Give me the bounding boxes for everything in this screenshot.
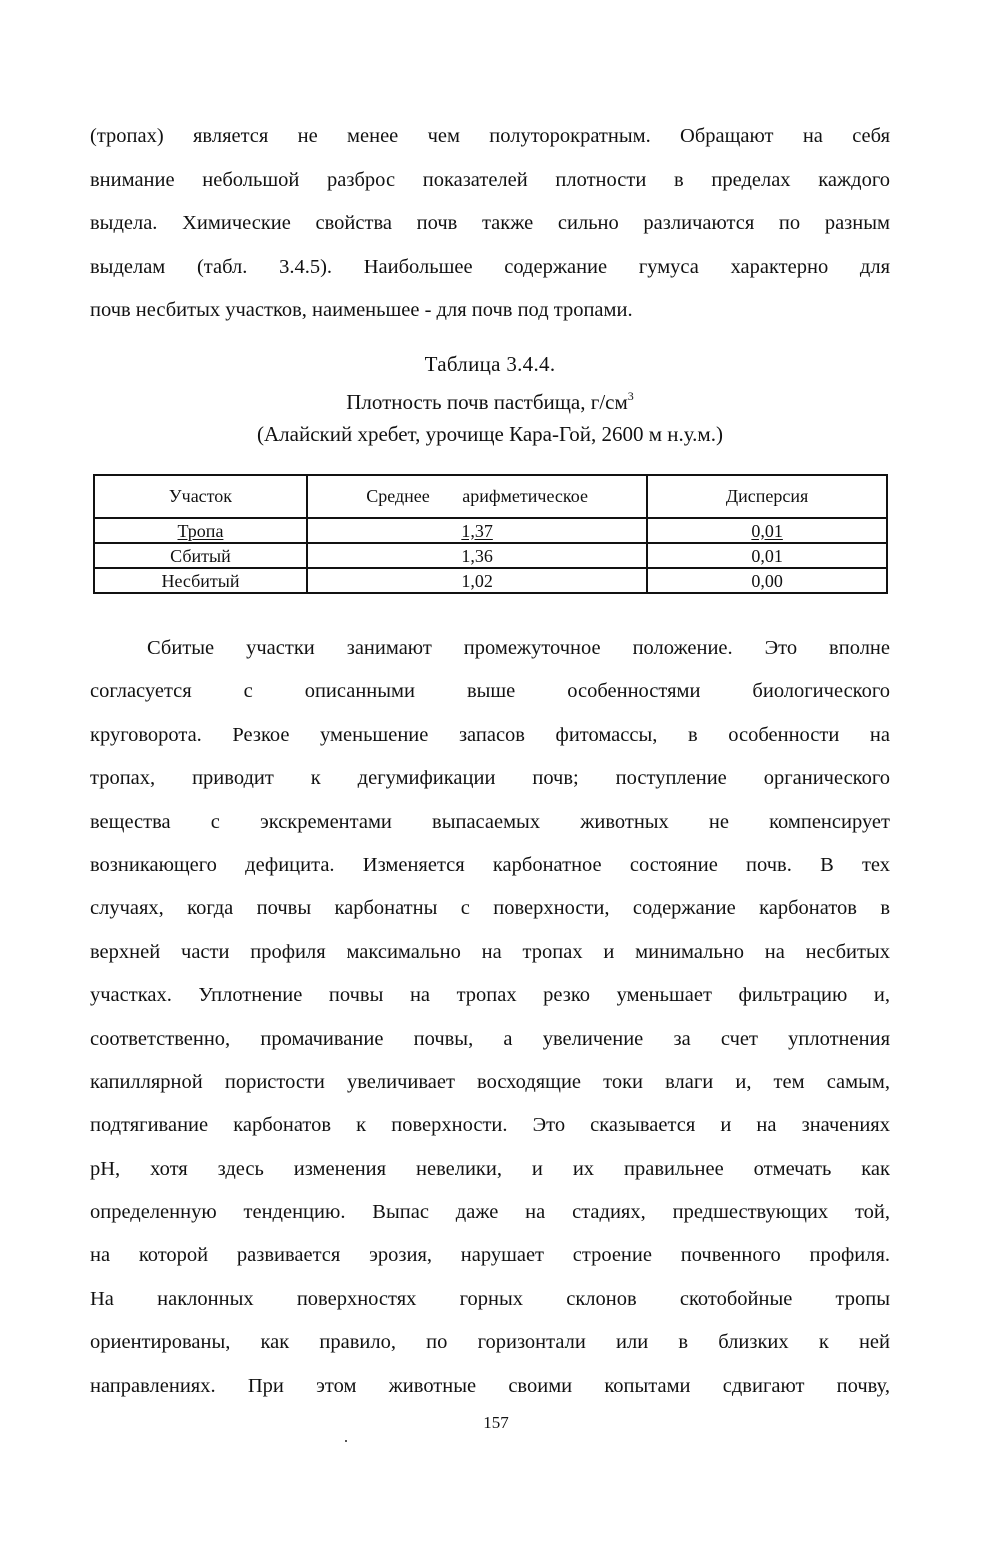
cell-mean: 1,37 [307,518,647,543]
paragraph-1 [90,115,890,333]
header-variance: Дисперсия [647,475,887,518]
text-line: соответственно, промачивание почвы, а увеличение за счет уплотнения [90,1027,890,1050]
text-line: согласуется с описанными выше особенностями биологического [90,680,890,703]
text-line: вещества с экскрементами выпасаемых животных не компенсирует [90,810,890,833]
text-line: случаях, когда почвы карбонатны с поверхности, содержание карбонатов в [90,897,890,920]
table-row [94,543,887,568]
cell-mean: 1,02 [307,568,647,593]
table-title [90,390,890,415]
text-line: круговорота. Резкое уменьшение запасов фитомассы, в особенности на [90,723,890,746]
table-label: Таблица 3.4.4. [424,352,556,376]
text-line: выделам (табл. 3.4.5). Наибольшее содержание гумуса характерно для [90,255,890,278]
page-number: 157 [483,1413,509,1432]
text-line: капиллярной пористости увеличивает восходящие токи влаги и, тем самым, [90,1070,890,1093]
text-line: pH, хотя здесь изменения невелики, и их правильнее отмечать как [90,1157,890,1180]
text-line: тропах, приводит к дегумификации почв; поступление органического [90,767,890,790]
text-line: на которой развивается эрозия, нарушает строение почвенного профиля. [90,1244,890,1267]
cell-variance: 0,01 [647,518,887,543]
cell-variance: 0,01 [647,543,887,568]
table-title-text: Плотность почв пастбища, г/см [346,390,628,414]
paragraph-2 [90,627,890,1408]
cell-plot: Тропа [94,518,307,543]
text-line: подтягивание карбонатов к поверхности. Это сказывается и на значениях [90,1114,890,1137]
text-line: ориентированы, как правило, по горизонтали или в близких к ней [90,1331,890,1354]
text-line: верхней части профиля максимально на тропах и минимально на несбитых [90,940,890,963]
cell-mean: 1,36 [307,543,647,568]
text-line: определенную тенденцию. Выпас даже на стадиях, предшествующих той, [90,1201,890,1224]
text-line: Сбитые участки занимают промежуточное положение. Это вполне [147,637,890,659]
table-title-superscript: 3 [627,389,634,403]
text-line: (тропах) является не менее чем полуторократным. Обращают на себя [90,125,890,147]
density-table [93,474,888,594]
table-subtitle: (Алайский хребет, урочище Кара-Гой, 2600 м н.у.м.) [257,422,723,446]
text-line: выдела. Химические свойства почв также сильно различаются по разным [90,212,890,234]
text-line: На наклонных поверхностях горных склонов скотобойные тропы [90,1287,890,1310]
table-row [94,518,887,543]
text-line: почв несбитых участков, наименьшее - для почв под тропами. [90,299,633,321]
text-line: возникающего дефицита. Изменяется карбонатное состояние почв. В тех [90,853,890,876]
cell-plot: Несбитый [94,568,307,593]
table-header-row [94,475,887,518]
scan-speck [345,1440,347,1442]
header-mean: Среднее арифметическое [307,475,647,518]
text-line: внимание небольшой разброс показателей плотности в пределах каждого [90,168,890,191]
header-plot: Участок [94,475,307,518]
cell-plot: Сбитый [94,543,307,568]
table-row [94,568,887,593]
cell-variance: 0,00 [647,568,887,593]
text-line: направлениях. При этом животные своими копытами сдвигают почву, [90,1374,890,1397]
text-line: участках. Уплотнение почвы на тропах резко уменьшает фильтрацию и, [90,984,890,1007]
